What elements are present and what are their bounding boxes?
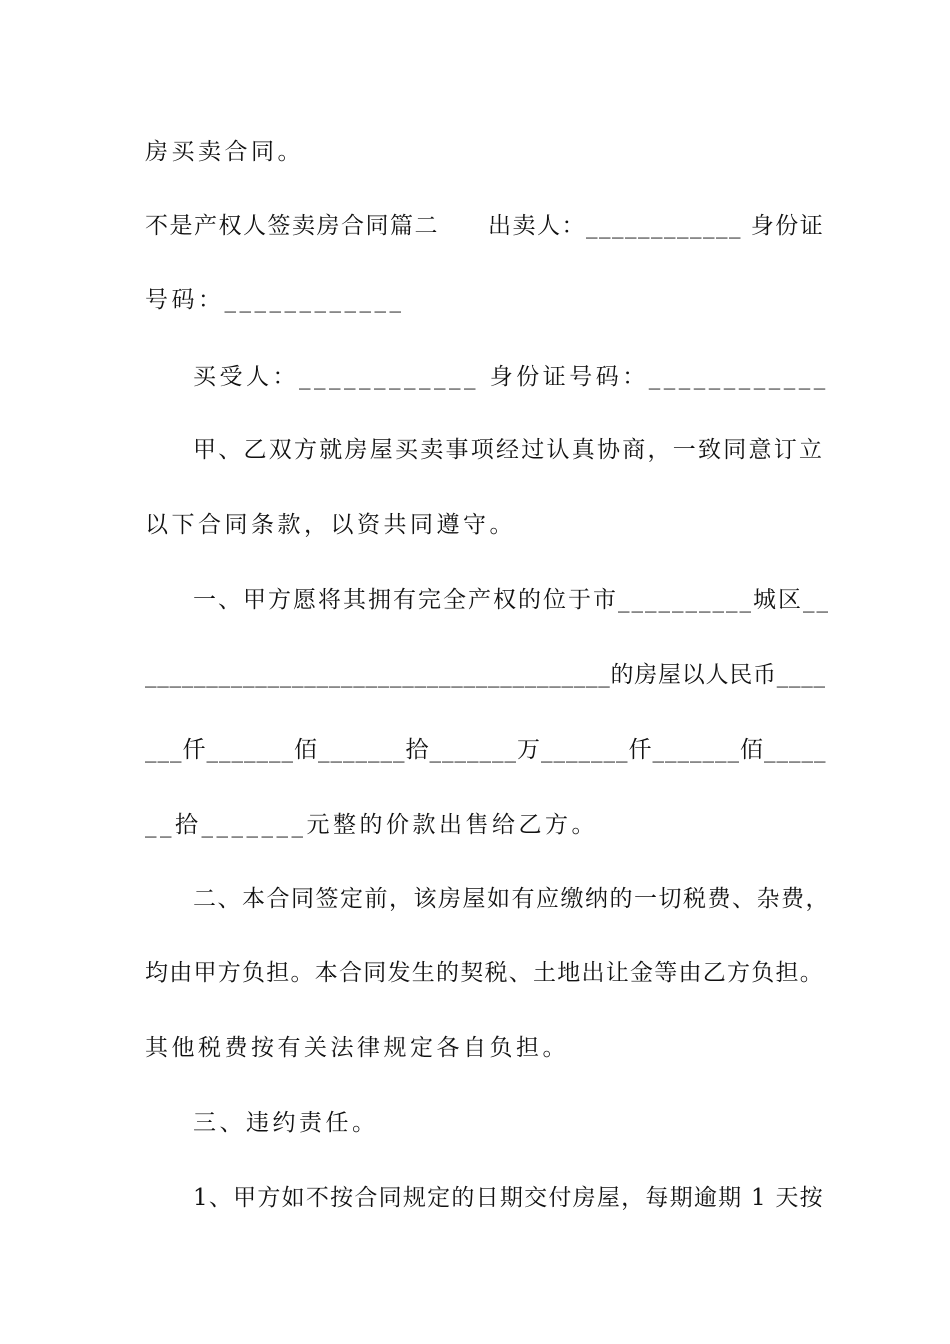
text-line-1: 房买卖合同。 (145, 139, 304, 165)
text-line-6: 以下合同条款，以资共同遵守。 (145, 512, 516, 538)
text-line-10: __拾_______元整的价款出售给乙方。 (145, 812, 598, 838)
text-line-4: 买受人：____________ 身份证号码：____________ (193, 364, 829, 390)
text-line-5: 甲、乙双方就房屋买卖事项经过认真协商，一致同意订立 (193, 437, 825, 463)
text-line-3: 号码：____________ (145, 287, 405, 313)
text-line-8: ______________________________________的房屋以人民币____ (145, 662, 826, 688)
text-line-14: 三、违约责任。 (193, 1110, 379, 1136)
text-line-11: 二、本合同签定前，该房屋如有应缴纳的一切税费、杂费， (193, 886, 830, 912)
text-line-9: ___仟_______佰_______拾_______万_______仟_______佰_____ (145, 737, 827, 763)
text-line-2: 不是产权人签卖房合同篇二 出卖人：____________ 身份证 (145, 213, 825, 239)
text-line-12: 均由甲方负担。本合同发生的契税、土地出让金等由乙方负担。 (145, 960, 824, 986)
text-line-13: 其他税费按有关法律规定各自负担。 (145, 1035, 569, 1061)
text-line-15: 1、甲方如不按合同规定的日期交付房屋，每期逾期 1 天按 (193, 1185, 824, 1211)
text-line-7: 一、甲方愿将其拥有完全产权的位于市__________城区__ (193, 587, 830, 613)
